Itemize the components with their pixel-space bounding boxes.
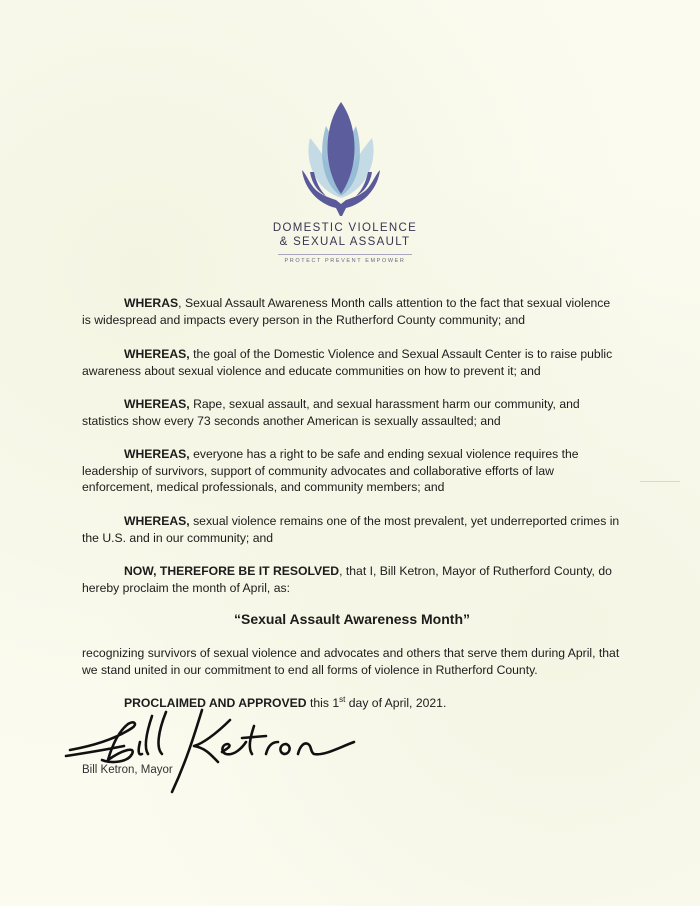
approval-lead: PROCLAIMED AND APPROVED bbox=[124, 696, 307, 710]
lotus-hands-logo-icon bbox=[296, 100, 386, 218]
paragraph-lead: WHEREAS, bbox=[124, 397, 190, 411]
paragraph-text: , that I, Bill Ketron, Mayor of Rutherford County, do hereby proclaim the month of April, as: bbox=[82, 564, 612, 595]
paragraph-lead: WHEREAS, bbox=[124, 447, 190, 461]
whereas-paragraph-2 bbox=[82, 346, 622, 379]
approval-text-after: day of April, 2021. bbox=[345, 696, 447, 710]
paragraph-text: , Sexual Assault Awareness Month calls attention to the fact that sexual violence is widespread and impacts every person in the Rutherford County community; and bbox=[82, 296, 611, 327]
paragraph-lead: NOW, THEREFORE BE IT RESOLVED bbox=[124, 564, 340, 578]
paragraph-lead: WHEREAS, bbox=[124, 347, 190, 361]
whereas-paragraph-5 bbox=[82, 513, 622, 546]
handwritten-signature bbox=[62, 706, 362, 798]
scan-edge-mark bbox=[640, 481, 680, 482]
signatory-name: Bill Ketron, Mayor bbox=[82, 764, 173, 776]
whereas-paragraph-4 bbox=[82, 446, 622, 496]
closing-paragraph: recognizing survivors of sexual violence and advocates and others that serve them during April, that we stand united in our commitment to end all forms of violence in Rutherford County. bbox=[82, 646, 620, 677]
paragraph-text: everyone has a right to be safe and ending sexual violence requires the leadership of survivors, support of community advocates and collaborative efforts of law enforcement, medical professionals, and community members; and bbox=[82, 447, 579, 494]
org-name-line2: & SEXUAL ASSAULT bbox=[279, 236, 411, 248]
org-name-line1: DOMESTIC VIOLENCE bbox=[272, 222, 418, 234]
approval-text-before: this 1 bbox=[306, 696, 340, 710]
proclamation-title: “Sexual Assault Awareness Month” bbox=[234, 611, 470, 627]
paragraph-text: the goal of the Domestic Violence and Sexual Assault Center is to raise public awareness about sexual violence and educate communities on how to prevent it; and bbox=[82, 347, 613, 378]
tagline-divider bbox=[278, 254, 412, 255]
approval-ordinal: st bbox=[339, 694, 346, 704]
whereas-paragraph-1 bbox=[82, 295, 622, 328]
paragraph-lead: WHEREAS, bbox=[124, 514, 190, 528]
whereas-paragraph-3 bbox=[82, 396, 622, 429]
org-tagline: PROTECT PREVENT EMPOWER bbox=[284, 258, 406, 264]
paragraph-text: Rape, sexual assault, and sexual harassment harm our community, and statistics show every 73 seconds another American is sexually assaulted; and bbox=[82, 397, 580, 428]
paragraph-text: sexual violence remains one of the most prevalent, yet underreported crimes in the U.S. and in our community; and bbox=[82, 514, 620, 545]
resolved-paragraph bbox=[82, 563, 622, 596]
paragraph-lead: WHERAS bbox=[124, 296, 179, 310]
